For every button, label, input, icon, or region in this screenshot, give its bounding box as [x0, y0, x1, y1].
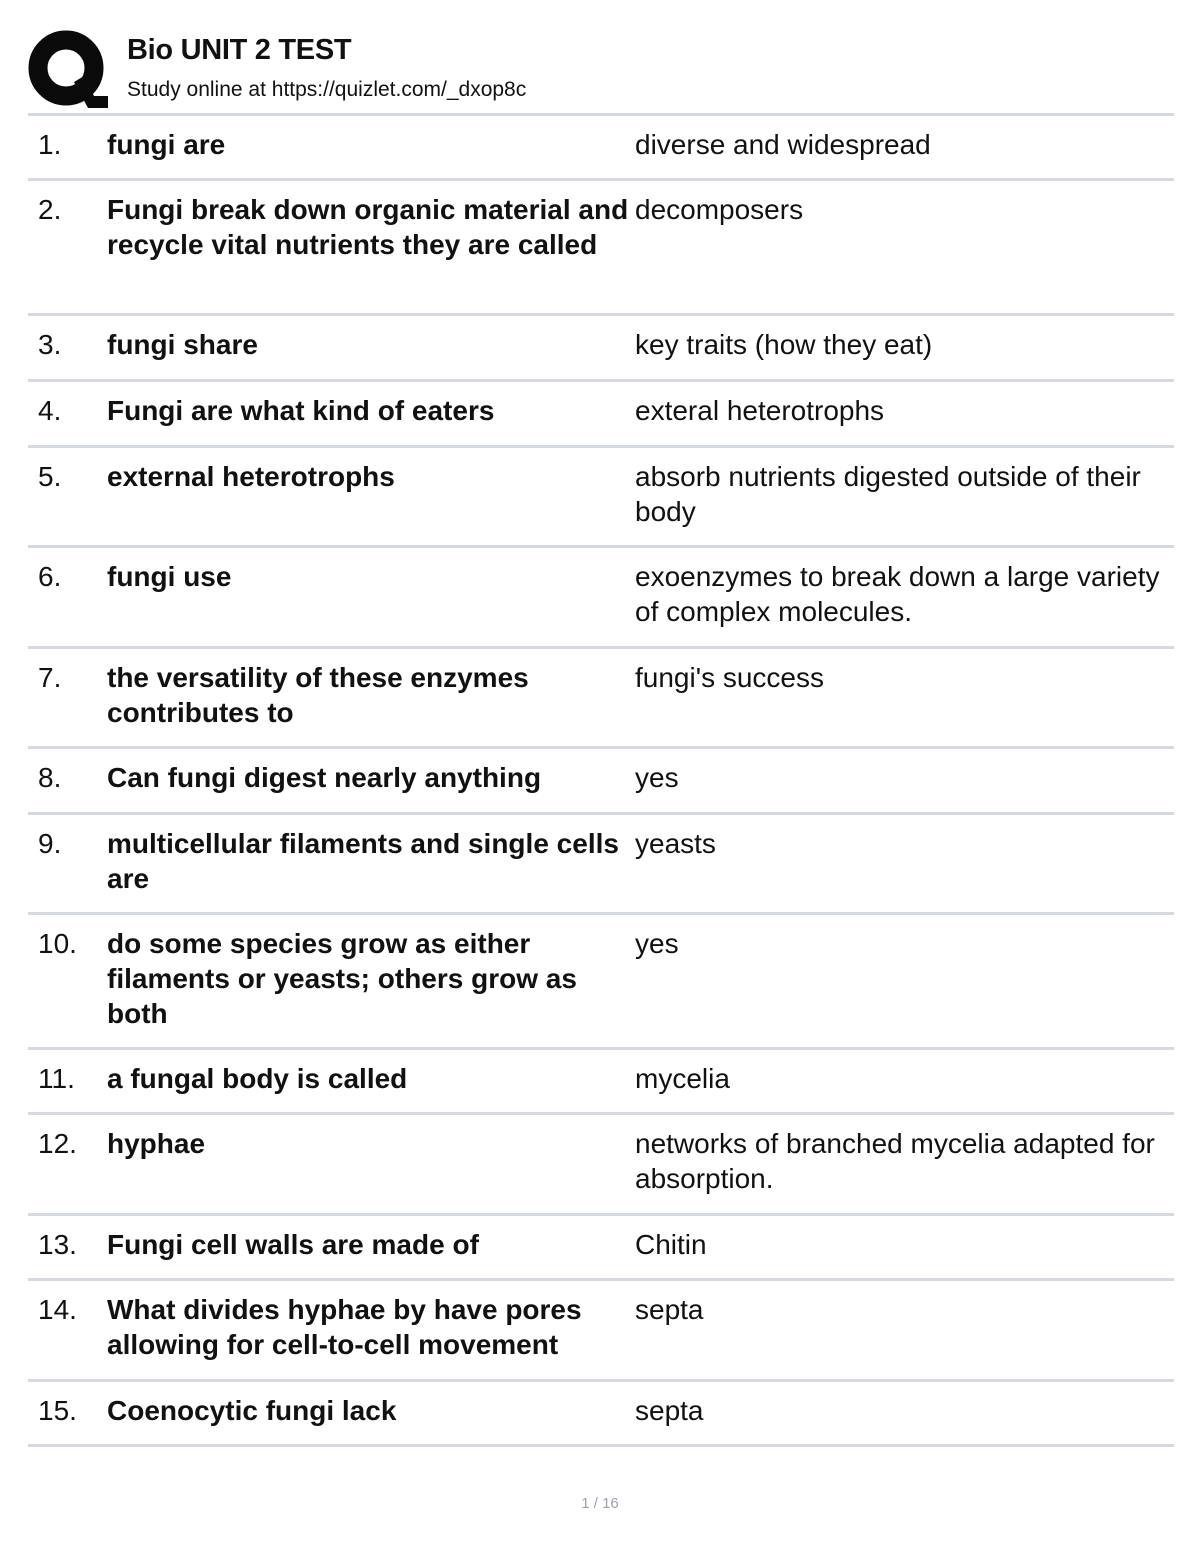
card-number: 5.	[38, 461, 62, 492]
card-definition: septa	[635, 1294, 704, 1325]
card-number: 4.	[38, 395, 62, 426]
flashcard-row	[28, 1213, 1174, 1278]
card-definition: Chitin	[635, 1229, 707, 1260]
card-number: 1.	[38, 129, 62, 160]
card-definition: networks of branched mycelia adapted for absorption.	[635, 1128, 1155, 1194]
card-term: multicellular filaments and single cells are	[107, 828, 619, 894]
flashcard-row	[28, 912, 1174, 1047]
flashcard-row	[28, 1112, 1174, 1213]
card-definition: exteral heterotrophs	[635, 395, 885, 426]
card-term: a fungal body is called	[107, 1063, 408, 1094]
card-definition: key traits (how they eat)	[635, 329, 933, 360]
card-term: fungi share	[107, 329, 258, 360]
study-link[interactable]: Study online at https://quizlet.com/_dxop8c	[127, 78, 527, 101]
flashcard-row	[28, 113, 1174, 178]
flashcard-row	[28, 646, 1174, 746]
card-term: Coenocytic fungi lack	[107, 1395, 397, 1426]
card-number: 2.	[38, 194, 62, 225]
flashcard-row	[28, 445, 1174, 545]
card-term: external heterotrophs	[107, 461, 395, 492]
card-number: 15.	[38, 1395, 77, 1426]
flashcard-row	[28, 746, 1174, 812]
card-definition: decomposers	[635, 194, 804, 225]
card-term: the versatility of these enzymes contributes to	[107, 662, 529, 728]
flashcard-row	[28, 178, 1174, 313]
flashcard-row	[28, 379, 1174, 445]
card-number: 3.	[38, 329, 62, 360]
page-header	[28, 28, 1172, 112]
card-number: 8.	[38, 762, 62, 793]
card-term: fungi use	[107, 561, 232, 592]
card-number: 9.	[38, 828, 62, 859]
card-number: 11.	[38, 1063, 75, 1094]
flashcard-row	[28, 313, 1174, 379]
card-term: Fungi are what kind of eaters	[107, 395, 495, 426]
card-number: 14.	[38, 1294, 77, 1325]
page-title: Bio UNIT 2 TEST	[127, 34, 352, 66]
card-definition: fungi's success	[635, 662, 824, 693]
card-term: Fungi cell walls are made of	[107, 1229, 479, 1260]
card-definition: diverse and widespread	[635, 129, 931, 160]
card-term: hyphae	[107, 1128, 206, 1159]
flashcard-row	[28, 1278, 1174, 1379]
card-definition: yes	[635, 928, 679, 959]
card-number: 10.	[38, 928, 77, 959]
card-number: 13.	[38, 1229, 77, 1260]
flashcard-row	[28, 1379, 1174, 1447]
card-definition: mycelia	[635, 1063, 730, 1094]
card-number: 12.	[38, 1128, 77, 1159]
card-term: What divides hyphae by have pores allowing for cell-to-cell movement	[107, 1294, 582, 1360]
card-definition: exoenzymes to break down a large variety of complex molecules.	[635, 561, 1160, 627]
card-term: fungi are	[107, 129, 226, 160]
card-definition: yes	[635, 762, 679, 793]
flashcard-row	[28, 1047, 1174, 1112]
card-number: 6.	[38, 561, 62, 592]
page-number: 1 / 16	[581, 1495, 619, 1512]
card-definition: septa	[635, 1395, 704, 1426]
flashcard-list	[28, 113, 1174, 1447]
card-term: Can fungi digest nearly anything	[107, 762, 542, 793]
card-term: Fungi break down organic material and recycle vital nutrients they are called	[107, 194, 629, 260]
card-term: do some species grow as either filaments or yeasts; others grow as both	[107, 928, 577, 1029]
card-number: 7.	[38, 662, 62, 693]
flashcard-row	[28, 545, 1174, 646]
card-definition: absorb nutrients digested outside of their body	[635, 461, 1141, 527]
card-definition: yeasts	[635, 828, 716, 859]
quizlet-logo-icon	[28, 30, 108, 110]
flashcard-row	[28, 812, 1174, 912]
